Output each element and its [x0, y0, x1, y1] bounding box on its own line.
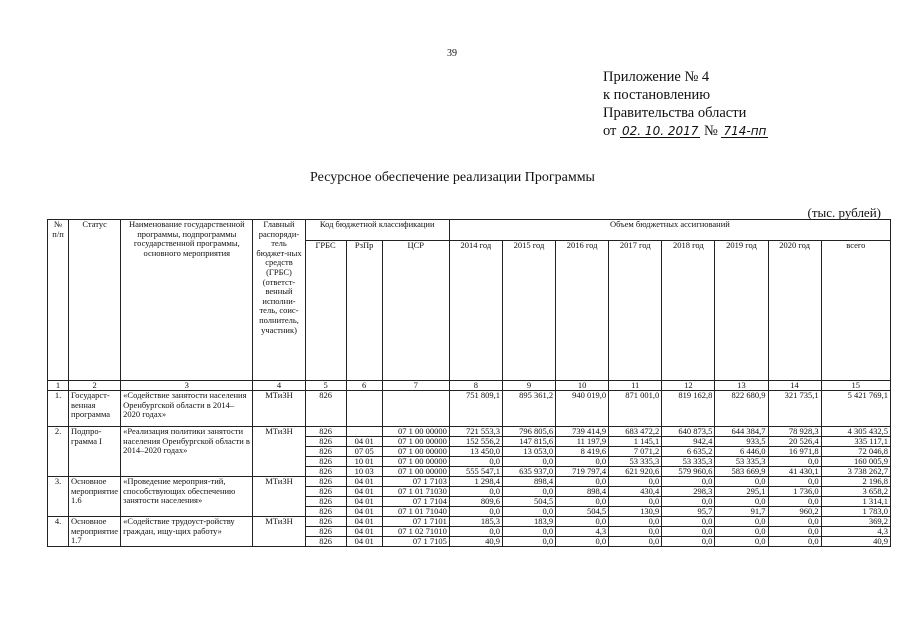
rzpr-code: 04 01 [346, 477, 382, 487]
year-value: 555 547,1 [449, 467, 502, 477]
csr-code [382, 391, 449, 427]
year-value: 40,9 [449, 537, 502, 547]
year-value: 0,0 [556, 457, 609, 467]
year-value: 0,0 [556, 537, 609, 547]
year-value: 933,5 [715, 437, 768, 447]
year-value: 819 162,8 [662, 391, 715, 427]
header-status: Статус [69, 220, 121, 381]
page-number: 39 [447, 48, 457, 59]
column-number: 3 [121, 381, 253, 391]
year-value: 321 735,1 [768, 391, 821, 427]
row-executor: МТиЗН [253, 517, 305, 547]
header-year: 2018 год [662, 241, 715, 381]
rzpr-code: 04 01 [346, 507, 382, 517]
csr-code: 07 1 01 71030 [382, 487, 449, 497]
header-volume: Объем бюджетных ассигнований [449, 220, 890, 241]
row-status: Основное мероприятие 1.6 [69, 477, 121, 517]
header-name: Наименование государственной программы, подпрограммы государственной программы, основного мероприятия [121, 220, 253, 381]
approval-line-1: Приложение № 4 [603, 69, 710, 85]
row-number: 1. [48, 391, 69, 427]
csr-code: 07 1 00 00000 [382, 447, 449, 457]
header-year: 2019 год [715, 241, 768, 381]
rzpr-code: 04 01 [346, 437, 382, 447]
year-value: 91,7 [715, 507, 768, 517]
row-number: 2. [48, 427, 69, 477]
rzpr-code: 04 01 [346, 497, 382, 507]
year-value: 640 873,5 [662, 427, 715, 437]
row-number: 3. [48, 477, 69, 517]
year-value: 0,0 [502, 537, 555, 547]
total-value: 1 783,0 [821, 507, 890, 517]
year-value: 298,3 [662, 487, 715, 497]
rzpr-code: 04 01 [346, 527, 382, 537]
year-value: 809,6 [449, 497, 502, 507]
year-value: 0,0 [609, 517, 662, 527]
csr-code: 07 1 00 00000 [382, 467, 449, 477]
grbs-code: 826 [305, 457, 346, 467]
year-value: 6 446,0 [715, 447, 768, 457]
column-number: 15 [821, 381, 890, 391]
year-value: 0,0 [502, 527, 555, 537]
year-value: 621 920,6 [609, 467, 662, 477]
grbs-code: 826 [305, 437, 346, 447]
total-value: 3 658,2 [821, 487, 890, 497]
grbs-code: 826 [305, 497, 346, 507]
year-value: 6 635,2 [662, 447, 715, 457]
grbs-code: 826 [305, 391, 346, 427]
total-value: 4 305 432,5 [821, 427, 890, 437]
date-prefix: от [603, 123, 617, 139]
row-status: Основное мероприятие 1.7 [69, 517, 121, 547]
year-value: 0,0 [662, 527, 715, 537]
year-value: 430,4 [609, 487, 662, 497]
year-value: 8 419,6 [556, 447, 609, 457]
year-value: 0,0 [556, 497, 609, 507]
csr-code: 07 1 7103 [382, 477, 449, 487]
year-value: 822 680,9 [715, 391, 768, 427]
csr-code: 07 1 00 00000 [382, 437, 449, 447]
year-value: 1 145,1 [609, 437, 662, 447]
year-value: 0,0 [662, 497, 715, 507]
row-name: «Содействие занятости населения Оренбургской области в 2014–2020 годах» [121, 391, 253, 427]
grbs-code: 826 [305, 527, 346, 537]
year-value: 53 335,3 [662, 457, 715, 467]
year-value: 0,0 [715, 477, 768, 487]
grbs-code: 826 [305, 447, 346, 457]
year-value: 960,2 [768, 507, 821, 517]
units-label: (тыс. рублей) [807, 205, 881, 220]
csr-code: 07 1 7105 [382, 537, 449, 547]
column-number: 4 [253, 381, 305, 391]
table-body [48, 391, 891, 547]
total-value: 3 738 262,7 [821, 467, 890, 477]
header-kbk: Код бюджетной классификации [305, 220, 449, 241]
year-value: 185,3 [449, 517, 502, 527]
grbs-code: 826 [305, 537, 346, 547]
column-number: 12 [662, 381, 715, 391]
grbs-code: 826 [305, 427, 346, 437]
year-value: 0,0 [449, 507, 502, 517]
resource-table [47, 219, 891, 547]
year-value: 41 430,1 [768, 467, 821, 477]
csr-code: 07 1 00 00000 [382, 457, 449, 467]
total-value: 40,9 [821, 537, 890, 547]
year-value: 0,0 [715, 527, 768, 537]
year-value: 898,4 [502, 477, 555, 487]
row-name: «Реализация политики занятости населения Оренбургской области в 2014–2020 годах» [121, 427, 253, 477]
year-value: 78 928,3 [768, 427, 821, 437]
year-value: 0,0 [449, 527, 502, 537]
column-number: 14 [768, 381, 821, 391]
handwritten-number: 714-пп [723, 124, 767, 138]
row-name: «Содействие трудоуст-ройству граждан, ищу-щих работу» [121, 517, 253, 547]
row-status: Государст-венная программа [69, 391, 121, 427]
year-value: 721 553,3 [449, 427, 502, 437]
year-value: 0,0 [556, 477, 609, 487]
grbs-code: 826 [305, 507, 346, 517]
year-value: 504,5 [556, 507, 609, 517]
header-grbs-main: Главный распоряди-тель бюджет-ных средств (ГРБС) (ответст-венный исполни-тель, соис-полнитель, участник) [253, 220, 305, 381]
year-value: 0,0 [768, 477, 821, 487]
year-value: 0,0 [662, 537, 715, 547]
table-row [48, 427, 891, 437]
rzpr-code: 04 01 [346, 537, 382, 547]
header-year: 2014 год [449, 241, 502, 381]
number-prefix: № [704, 123, 718, 139]
year-value: 152 556,2 [449, 437, 502, 447]
csr-code: 07 1 00 00000 [382, 427, 449, 437]
year-value: 0,0 [715, 497, 768, 507]
year-value: 635 937,0 [502, 467, 555, 477]
year-value: 683 472,2 [609, 427, 662, 437]
year-value: 898,4 [556, 487, 609, 497]
year-value: 11 197,9 [556, 437, 609, 447]
year-value: 0,0 [662, 517, 715, 527]
handwritten-date: 02. 10. 2017 [622, 124, 699, 138]
column-number: 6 [346, 381, 382, 391]
csr-code: 07 1 7104 [382, 497, 449, 507]
total-value: 369,2 [821, 517, 890, 527]
year-value: 0,0 [609, 497, 662, 507]
table-row [48, 391, 891, 427]
year-value: 13 450,0 [449, 447, 502, 457]
year-value: 0,0 [768, 457, 821, 467]
year-value: 7 071,2 [609, 447, 662, 457]
year-value: 583 669,9 [715, 467, 768, 477]
year-value: 0,0 [449, 487, 502, 497]
total-value: 1 314,1 [821, 497, 890, 507]
year-value: 0,0 [502, 457, 555, 467]
year-value: 504,5 [502, 497, 555, 507]
total-value: 160 005,9 [821, 457, 890, 467]
csr-code: 07 1 01 71040 [382, 507, 449, 517]
year-value: 739 414,9 [556, 427, 609, 437]
total-value: 2 196,8 [821, 477, 890, 487]
header-rzpr: РзПр [346, 241, 382, 381]
year-value: 0,0 [768, 497, 821, 507]
column-number: 2 [69, 381, 121, 391]
year-value: 0,0 [768, 517, 821, 527]
year-value: 871 001,0 [609, 391, 662, 427]
column-number: 9 [502, 381, 555, 391]
approval-block [603, 68, 768, 140]
year-value: 295,1 [715, 487, 768, 497]
rzpr-code: 04 01 [346, 487, 382, 497]
grbs-code: 826 [305, 517, 346, 527]
header-year: 2015 год [502, 241, 555, 381]
year-value: 579 960,6 [662, 467, 715, 477]
year-value: 0,0 [715, 537, 768, 547]
year-value: 796 805,6 [502, 427, 555, 437]
row-name: «Проведение мероприя-тий, способствующих обеспечению занятости населения» [121, 477, 253, 517]
year-value: 13 053,0 [502, 447, 555, 457]
header-num: № п/п [48, 220, 69, 381]
total-value: 72 046,8 [821, 447, 890, 457]
year-value: 0,0 [609, 537, 662, 547]
year-value: 4,3 [556, 527, 609, 537]
year-value: 0,0 [768, 537, 821, 547]
year-value: 0,0 [715, 517, 768, 527]
year-value: 0,0 [662, 477, 715, 487]
csr-code: 07 1 7101 [382, 517, 449, 527]
year-value: 0,0 [502, 507, 555, 517]
column-number: 13 [715, 381, 768, 391]
column-number: 11 [609, 381, 662, 391]
column-number: 5 [305, 381, 346, 391]
year-value: 719 797,4 [556, 467, 609, 477]
year-value: 751 809,1 [449, 391, 502, 427]
row-executor: МТиЗН [253, 477, 305, 517]
approval-line-2: к постановлению [603, 87, 711, 103]
year-value: 0,0 [768, 527, 821, 537]
approval-line-3: Правительства области [603, 105, 747, 121]
year-value: 1 298,4 [449, 477, 502, 487]
column-number: 10 [556, 381, 609, 391]
total-value: 4,3 [821, 527, 890, 537]
rzpr-code: 04 01 [346, 517, 382, 527]
total-value: 335 117,1 [821, 437, 890, 447]
year-value: 16 971,8 [768, 447, 821, 457]
year-value: 130,9 [609, 507, 662, 517]
year-value: 20 526,4 [768, 437, 821, 447]
header-grbs: ГРБС [305, 241, 346, 381]
header-year: 2020 год [768, 241, 821, 381]
year-value: 0,0 [556, 517, 609, 527]
year-value: 95,7 [662, 507, 715, 517]
header-csr: ЦСР [382, 241, 449, 381]
table-row [48, 477, 891, 487]
grbs-code: 826 [305, 487, 346, 497]
year-value: 53 335,3 [609, 457, 662, 467]
approval-date-line [603, 122, 768, 140]
year-value: 940 019,0 [556, 391, 609, 427]
grbs-code: 826 [305, 467, 346, 477]
header-year: 2017 год [609, 241, 662, 381]
year-value: 0,0 [502, 487, 555, 497]
column-number-row [48, 381, 891, 391]
year-value: 53 335,3 [715, 457, 768, 467]
year-value: 183,9 [502, 517, 555, 527]
grbs-code: 826 [305, 477, 346, 487]
row-status: Подпро-грамма I [69, 427, 121, 477]
year-value: 1 736,0 [768, 487, 821, 497]
total-value: 5 421 769,1 [821, 391, 890, 427]
year-value: 0,0 [609, 477, 662, 487]
rzpr-code: 10 03 [346, 467, 382, 477]
header-total: всего [821, 241, 890, 381]
column-number: 1 [48, 381, 69, 391]
rzpr-code [346, 391, 382, 427]
rzpr-code [346, 427, 382, 437]
year-value: 895 361,2 [502, 391, 555, 427]
csr-code: 07 1 02 71010 [382, 527, 449, 537]
year-value: 0,0 [449, 457, 502, 467]
year-value: 942,4 [662, 437, 715, 447]
document-title: Ресурсное обеспечение реализации Программы [310, 170, 595, 185]
year-value: 0,0 [609, 527, 662, 537]
table-row [48, 517, 891, 527]
header-year: 2016 год [556, 241, 609, 381]
year-value: 147 815,6 [502, 437, 555, 447]
row-number: 4. [48, 517, 69, 547]
rzpr-code: 07 05 [346, 447, 382, 457]
column-number: 7 [382, 381, 449, 391]
row-executor: МТиЗН [253, 427, 305, 477]
column-number: 8 [449, 381, 502, 391]
row-executor: МТиЗН [253, 391, 305, 427]
year-value: 644 384,7 [715, 427, 768, 437]
rzpr-code: 10 01 [346, 457, 382, 467]
